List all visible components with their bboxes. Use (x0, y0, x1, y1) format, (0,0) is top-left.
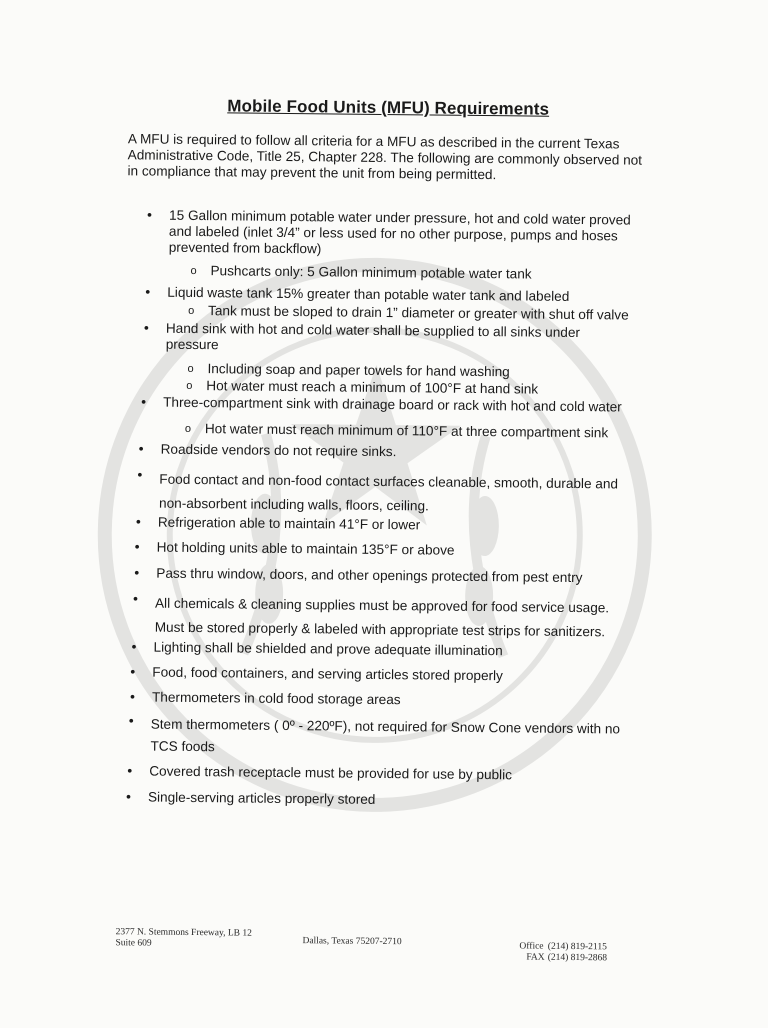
list-item (125, 788, 618, 811)
bullet-icon: • (137, 466, 143, 483)
list-item-text: Hot water must reach minimum of 110°F at three compartment sink (204, 421, 609, 441)
list-item-text: Tank must be sloped to drain 1” diameter or greater with shut off valve (208, 303, 629, 323)
list-item-text: Food, food containers, and serving articles stored properly (152, 664, 503, 684)
document-title: Mobile Food Units (MFU) Requirements (227, 96, 550, 119)
list-item-text: Liquid waste tank 15% greater than potable water tank and labeled (167, 284, 570, 304)
list-item (132, 590, 625, 645)
list-item-text: 15 Gallon minimum potable water under pressure, hot and cold water proved and labeled (inlet 3/4” or less used for no other purpose, pumps and hoses prevented from backflow) (168, 207, 631, 257)
bullet-icon: • (134, 564, 140, 581)
footer-address (115, 927, 252, 950)
sub-bullet-icon: o (187, 362, 194, 375)
intro-paragraph: A MFU is required to follow all criteria for a MFU as described in the current Texas Administrative Code, Title 25, Chapter 228. The following are commonly observed not in compliance that may prevent the unit from being permitted. (127, 131, 643, 183)
footer-city: Dallas, Texas 75207-2710 (302, 936, 402, 948)
sub-bullet-icon: o (184, 422, 192, 435)
list-item-text: Hot holding units able to maintain 135°F or above (156, 539, 455, 558)
footer-office-phone: (214) 819-2115 (547, 941, 607, 953)
bullet-icon: • (128, 712, 134, 729)
list-item (143, 319, 616, 358)
footer-office (519, 941, 607, 953)
footer-address-line1: 2377 N. Stemmons Freeway, LB 12 (115, 927, 252, 939)
list-item-text: Lighting shall be shielded and prove adequate illumination (153, 639, 503, 659)
bullet-icon: • (141, 393, 147, 410)
list-item (137, 466, 629, 521)
sub-bullet-icon: o (190, 264, 197, 278)
list-item (190, 263, 630, 283)
list-item-text: Including soap and paper towels for hand washing (207, 361, 510, 380)
list-item (184, 421, 645, 442)
list-item-text: Hand sink with hot and cold water shall be supplied to all sinks under pressure (165, 320, 581, 353)
list-item-text: Three-compartment sink with drainage board or rack with hot and cold water (163, 394, 622, 415)
list-item (138, 440, 631, 463)
bullet-icon: • (132, 590, 139, 607)
list-item (129, 688, 622, 711)
footer-office-label: Office (519, 941, 544, 952)
bullet-icon: • (127, 762, 133, 779)
list-item-text: Covered trash receptacle must be provided for use by public (149, 763, 513, 783)
list-item-text: Single-serving articles properly stored (147, 789, 376, 807)
bullet-icon: • (138, 440, 144, 457)
bullet-icon: • (125, 788, 131, 805)
list-item-text: Thermometers in cold food storage areas (151, 689, 401, 708)
footer-address-line2: Suite 609 (115, 938, 152, 949)
bullet-icon: • (129, 688, 136, 705)
list-item-text: Roadside vendors do not require sinks. (160, 441, 397, 460)
footer-fax (519, 952, 607, 964)
bullet-icon: • (131, 638, 137, 655)
list-item-text: Refrigeration able to maintain 41°F or lower (157, 514, 421, 533)
list-item-text: All chemicals & cleaning supplies must be approved for food service usage. Must be stored properly & labeled with appropriate test strips for sanitizers. (154, 595, 610, 640)
bullet-icon: • (134, 538, 140, 555)
list-item (134, 564, 636, 587)
bullet-icon: • (143, 319, 149, 336)
list-item-text: Pass thru window, doors, and other openings protected from pest entry (156, 565, 583, 586)
list-item (188, 303, 648, 324)
bullet-icon: • (147, 206, 153, 223)
list-item-text: Hot water must reach a minimum of 100°F at hand sink (206, 378, 539, 397)
bullet-icon: • (130, 663, 136, 680)
bullet-icon: • (145, 283, 151, 300)
footer-contact (519, 941, 607, 964)
list-item-text: Stem thermometers ( 0º - 220ºF), not required for Snow Cone vendors with no TCS foods (150, 716, 621, 755)
list-item (134, 538, 627, 561)
sub-bullet-icon: o (186, 379, 193, 392)
list-item-text: Food contact and non-food contact surfaces cleanable, smooth, durable and non-absorbent including walls, floors, ceiling. (159, 471, 619, 514)
list-item (128, 712, 630, 763)
bullet-icon: • (135, 513, 141, 530)
list-item-text: Pushcarts only: 5 Gallon minimum potable water tank (210, 263, 532, 282)
list-item (147, 206, 639, 261)
list-item (127, 762, 619, 785)
footer-fax-phone: (214) 819-2868 (547, 952, 608, 964)
list-item (130, 663, 622, 686)
sub-bullet-icon: o (188, 304, 195, 318)
footer-fax-label: FAX (526, 952, 545, 963)
